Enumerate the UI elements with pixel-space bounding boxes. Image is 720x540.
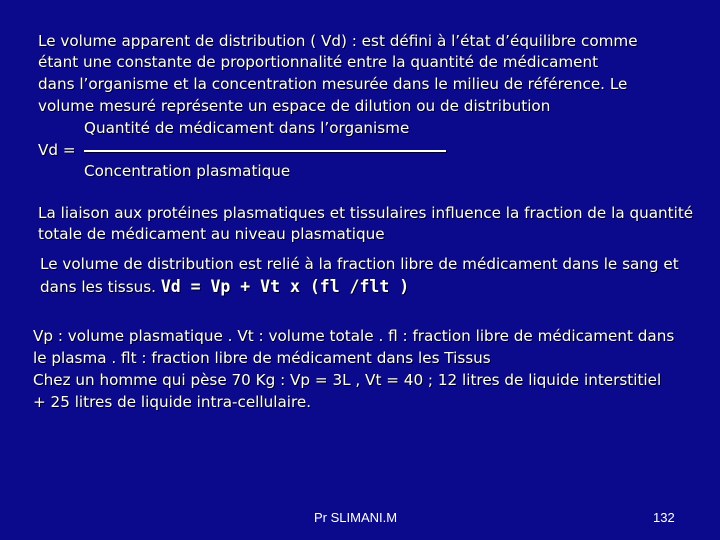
definition-line: étant une constante de proportionnalité entre la quantité de médicament — [38, 53, 599, 71]
definition-line: dans l’organisme et la concentration mesurée dans le milieu de référence. Le — [38, 75, 628, 93]
page-number: 132 — [653, 510, 675, 525]
formula-lhs: Vd = — [38, 141, 76, 159]
fraction-bar — [84, 150, 446, 152]
relation-line — [40, 276, 409, 298]
legend-line: Chez un homme qui pèse 70 Kg : Vp = 3L , Vt = 40 ; 12 litres de liquide interstitiel — [33, 371, 662, 389]
relation-prefix: dans les tissus. — [40, 278, 156, 296]
formula-denominator: Concentration plasmatique — [84, 162, 291, 180]
definition-line: Le volume apparent de distribution ( Vd) : est défini à l’état d’équilibre comme — [38, 32, 638, 50]
binding-line: totale de médicament au niveau plasmatique — [38, 225, 385, 243]
formula-numerator: Quantité de médicament dans l’organisme — [84, 119, 410, 137]
legend-line: + 25 litres de liquide intra-cellulaire. — [33, 393, 312, 411]
legend-line: le plasma . flt : fraction libre de médicament dans les Tissus — [33, 349, 491, 367]
vd-equation: Vd = Vp + Vt x (fl /flt ) — [160, 277, 410, 296]
relation-line: Le volume de distribution est relié à la fraction libre de médicament dans le sang et — [40, 255, 679, 273]
binding-line: La liaison aux protéines plasmatiques et tissulaires influence la fraction de la quantité — [38, 204, 694, 222]
legend-line: Vp : volume plasmatique . Vt : volume totale . fl : fraction libre de médicament dans — [33, 327, 675, 345]
footer-author: Pr SLIMANI.M — [314, 510, 398, 525]
definition-line: volume mesuré représente un espace de dilution ou de distribution — [38, 97, 551, 115]
